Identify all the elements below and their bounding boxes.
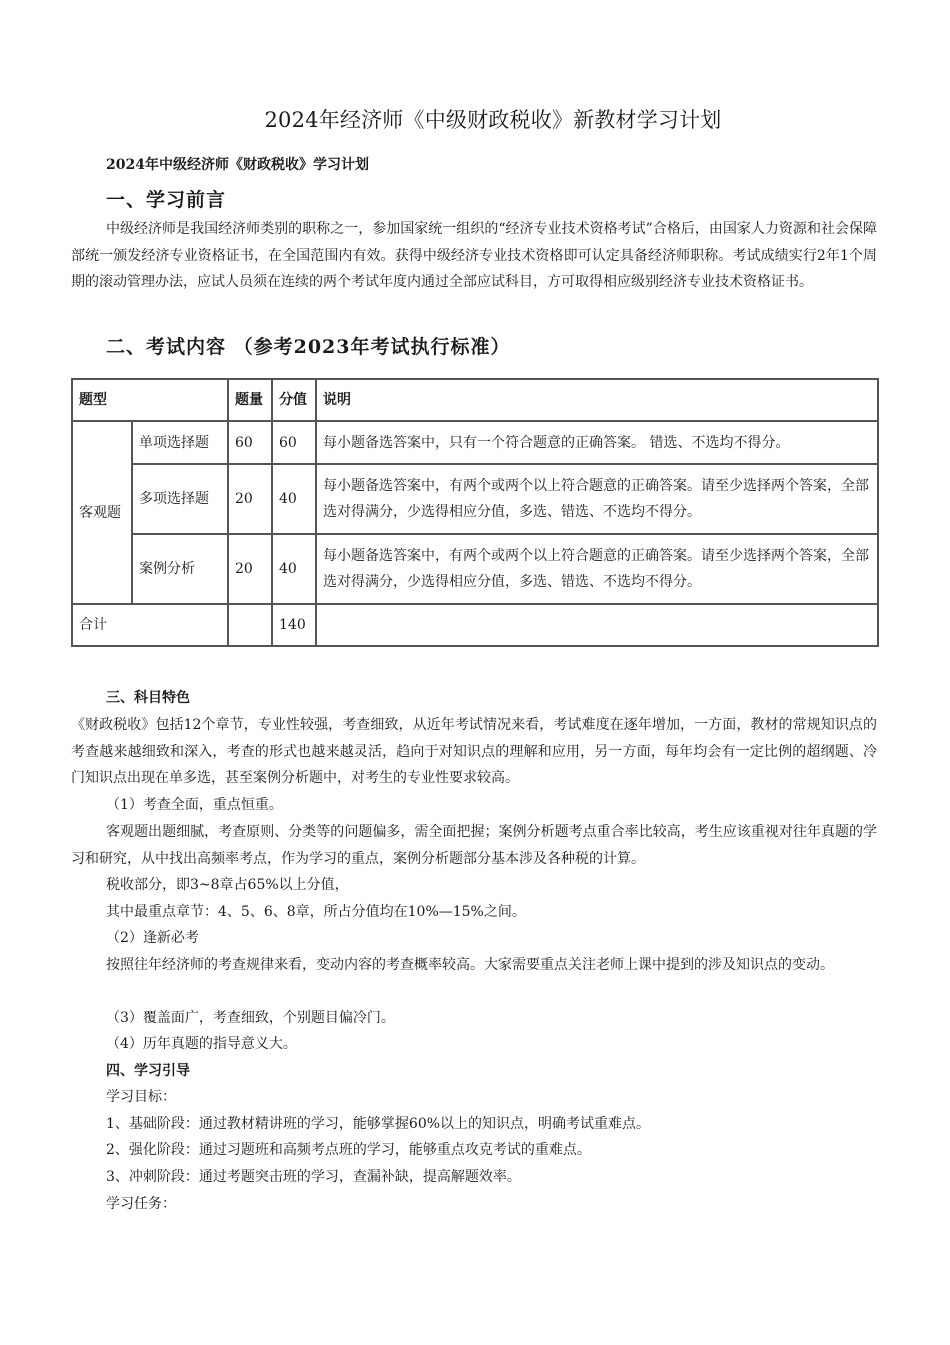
study-task-label: 学习任务： [106,1196,176,1212]
section-1-paragraph: 中级经济师是我国经济师类别的职称之一，参加国家统一组织的“经济专业技术资格考试”合格后，由国家人力资源和社会保障部统一颁发经济专业资格证书，在全国范围内有效。获得中级经济专业技术资格即可认定具备经济师职称。考试成绩实行2年1个周期的滚动管理办法，应试人员须在连续的两个考试年度内通过全部应试科目，方可取得相应级别经济专业技术资格证书。 [71,221,877,290]
table-cell-count: 20 [228,534,272,604]
table-cell-desc: 每小题备选答案中，只有一个符合题意的正确答案。 错选、不选均不得分。 [316,421,878,464]
table-header-type: 题型 [72,379,228,421]
section-4-heading: 四、学习引导 [106,1063,190,1079]
table-cell-score: 40 [272,534,316,604]
table-cell-count: 60 [228,421,272,464]
section-3-paragraph-2: 客观题出题细腻，考查原则、分类等的问题偏多，需全面把握；案例分析题考点重合率比较高，考生应该重视对往年真题的学习和研究，从中找出高频率考点，作为学习的重点，案例分析题部分基本涉及各种税的计算。 [71,824,877,867]
study-goal-1: 1、基础阶段：通过教材精讲班的学习，能够掌握60%以上的知识点，明确考试重难点。 [106,1116,651,1132]
section-3-line-3: 税收部分，即3~8章占65%以上分值， [106,877,349,893]
table-cell-type: 多项选择题 [132,464,228,534]
table-total-score: 140 [272,604,316,646]
table-header-count: 题量 [228,379,272,421]
table-cell-type: 案例分析 [132,534,228,604]
section-3-paragraph-1: 《财政税收》包括12个章节，专业性较强，考查细致，从近年考试情况来看，考试难度在逐年增加，一方面，教材的常规知识点的考查越来越细致和深入，考查的形式也越来越灵活，趋向于对知识点的理解和应用，另一方面，每年均会有一定比例的超纲题、冷门知识点出现在单多选，甚至案例分析题中，对考生的专业性要求较高。 [71,717,877,786]
document-title: 2024年经济师《中级财政税收》新教材学习计划 [264,108,722,132]
section-1-heading: 一、学习前言 [106,189,227,211]
table-row [72,534,878,604]
section-3-line-4: 其中最重点章节：4、5、6、8章，所占分值均在10%—15%之间。 [106,904,526,920]
study-goal-2: 2、强化阶段：通过习题班和高频考点班的学习，能够重点攻克考试的重难点。 [106,1142,591,1158]
exam-content-table [71,378,879,647]
section-3-item-1: （1）考查全面，重点恒重。 [106,797,283,813]
document-subtitle: 2024年中级经济师《财政税收》学习计划 [106,157,369,173]
section-3-paragraph-3: 按照往年经济师的考查规律来看，变动内容的考查概率较高。大家需要重点关注老师上课中提到的涉及知识点的变动。 [106,957,834,973]
section-3-item-3: （3）覆盖面广，考查细致，个别题目偏冷门。 [106,1010,395,1026]
study-goal-3: 3、冲刺阶段：通过考题突击班的学习，查漏补缺，提高解题效率。 [106,1169,521,1185]
table-total-label: 合计 [72,604,228,646]
table-total-row [72,604,878,646]
table-cell-desc: 每小题备选答案中，有两个或两个以上符合题意的正确答案。请至少选择两个答案，全部选对得满分，少选得相应分值，多选、错选、不选均不得分。 [316,464,878,534]
table-cell-score: 40 [272,464,316,534]
table-header-score: 分值 [272,379,316,421]
table-total-count [228,604,272,646]
section-3-item-2: （2）逢新必考 [106,930,199,946]
table-row [72,421,878,464]
section-2-heading: 二、考试内容 （参考2023年考试执行标准） [106,336,511,358]
table-cell-type: 单项选择题 [132,421,228,464]
section-3-heading: 三、科目特色 [106,690,190,706]
table-group-label: 客观题 [72,421,132,604]
table-cell-score: 60 [272,421,316,464]
study-goal-label: 学习目标： [106,1089,176,1105]
section-3-item-4: （4）历年真题的指导意义大。 [106,1036,297,1052]
table-total-desc [316,604,878,646]
table-cell-desc: 每小题备选答案中，有两个或两个以上符合题意的正确答案。请至少选择两个答案，全部选对得满分，少选得相应分值，多选、错选、不选均不得分。 [316,534,878,604]
table-header-row [72,379,878,421]
table-header-desc: 说明 [316,379,878,421]
table-row [72,464,878,534]
table-cell-count: 20 [228,464,272,534]
